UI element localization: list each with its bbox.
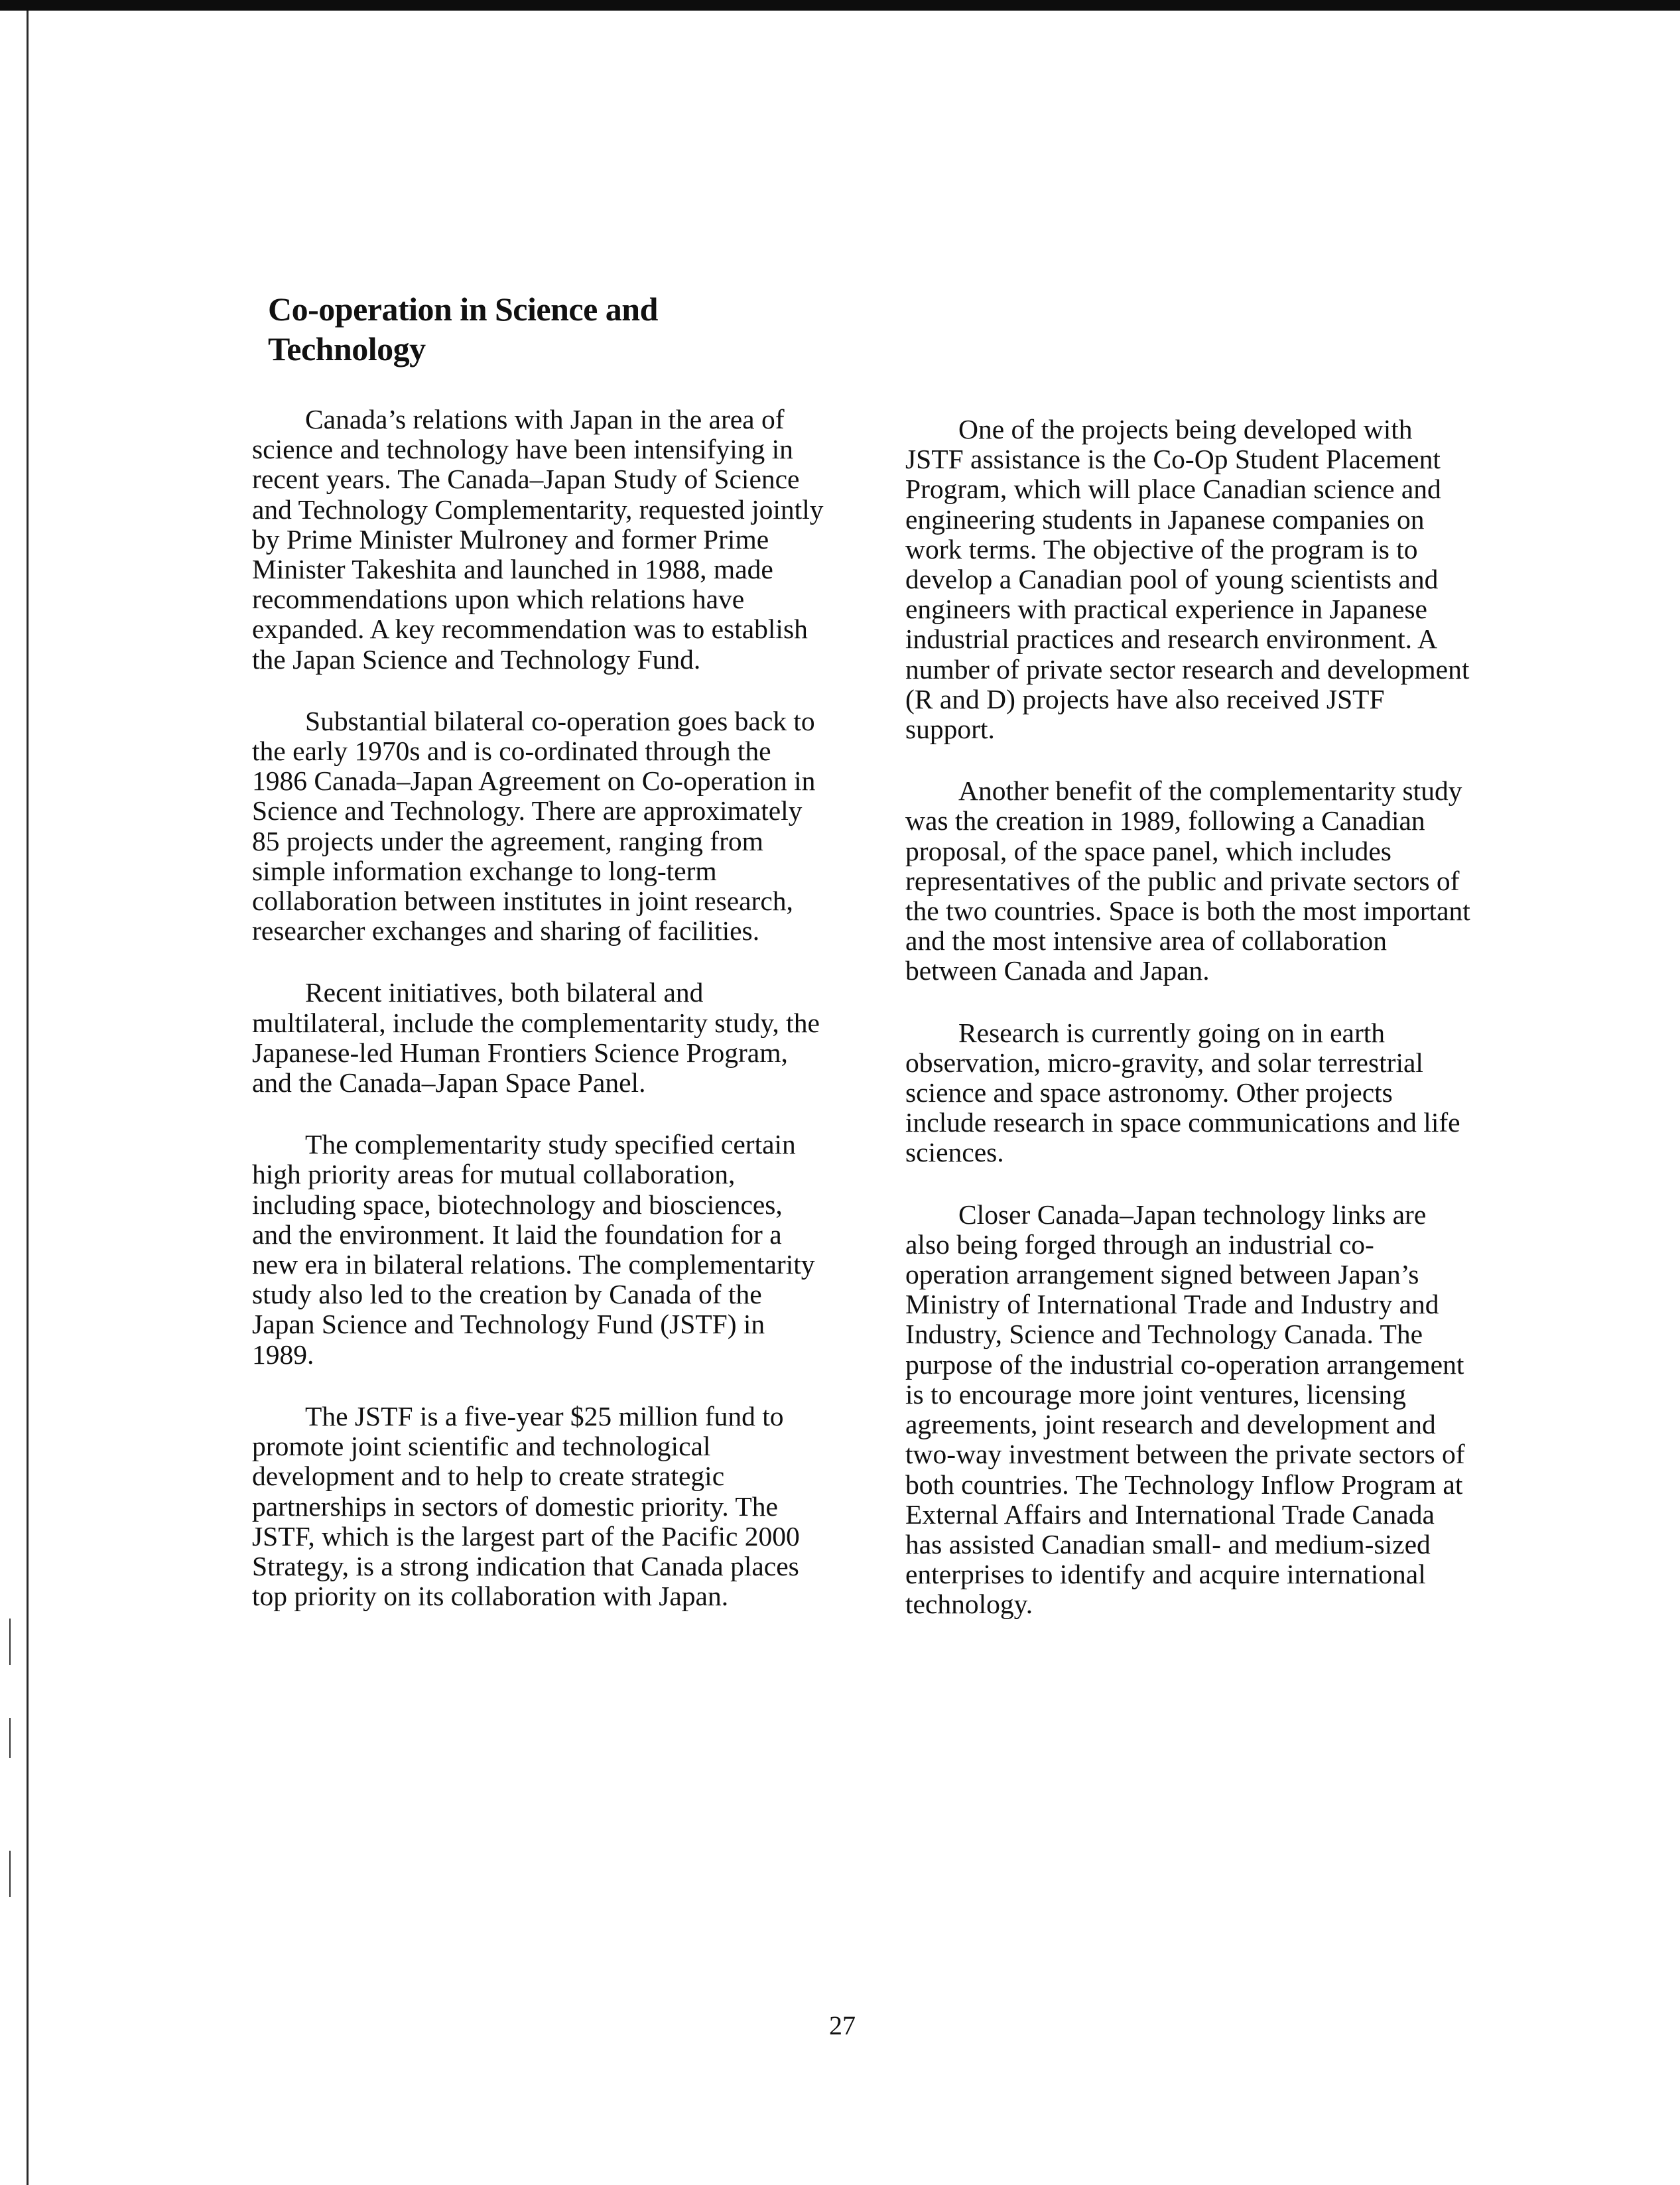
- scan-top-edge: [0, 0, 1680, 11]
- scan-left-mark: [9, 1718, 11, 1758]
- paragraph: Research is currently going on in earth observation, micro-gravity, and solar terrestrial science and space astronomy. Other projects include research in space communications and life sciences.: [905, 1017, 1460, 1168]
- scan-left-mark: [9, 1619, 11, 1665]
- paragraph: The complementarity study specified certain high priority areas for mutual collaboration, including space, biotechnology and biosciences, and the environment. It laid the foundation for a new era in bilateral relations. The complementarity study also led to the creation by Canada of the Japan Science and Technology Fund (JSTF) in 1989.: [252, 1129, 815, 1370]
- paragraph: The JSTF is a five-year $25 million fund to promote joint scientific and technological development and to help to create strategic partnerships in sectors of domestic priority. The JSTF, which is the largest part of the Pacific 2000 Strategy, is a strong indication that Canada places top priority on its collaboration with Japan.: [252, 1400, 800, 1612]
- paragraph: Substantial bilateral co-operation goes back to the early 1970s and is co-ordinated through the 1986 Canada–Japan Agreement on Co-operation in Science and Technology. There are approximately 85 projects under the agreement, ranging from simple information exchange to long-term collaboration between institutes in joint research, researcher exchanges and sharing of facilities.: [252, 705, 816, 947]
- right-column: [905, 415, 1476, 1652]
- paragraph: Recent initiatives, both bilateral and multilateral, include the complementarity study, the Japanese-led Human Frontiers Science Program, and the Canada–Japan Space Panel.: [252, 977, 820, 1098]
- paragraph: Another benefit of the complementarity study was the creation in 1989, following a Canadian proposal, of the space panel, which includes representatives of the public and private sectors of the two countries. Space is both the most important and the most intensive area of collaboration between Canada and Japan.: [905, 775, 1470, 986]
- scan-left-edge: [27, 11, 29, 2185]
- page-number: 27: [829, 2011, 856, 2040]
- paragraph: One of the projects being developed with JSTF assistance is the Co-Op Student Placement Program, which will place Canadian science and engineering students in Japanese companies on work terms. The objective of the program is to develop a Canadian pool of young scientists and engineers with practical experience in Japanese industrial practices and research environment. A number of private sector research and development (R and D) projects have also received JSTF support.: [905, 414, 1470, 745]
- paragraph: Canada’s relations with Japan in the area of science and technology have been intensifying in recent years. The Canada–Japan Study of Science and Technology Complementarity, requested jointly by Prime Minister Mulroney and former Prime Minister Takeshita and launched in 1988, made recommendations upon which relations have expanded. A key recommendation was to establish the Japan Science and Technology Fund.: [252, 404, 824, 675]
- scan-left-mark: [9, 1851, 11, 1897]
- page-title: Co-operation in Science and Technology: [268, 291, 658, 367]
- left-column: [252, 405, 829, 1643]
- paragraph: Closer Canada–Japan technology links are also being forged through an industrial co-operation arrangement signed between Japan’s Ministry of International Trade and Industry and Industry, Science and Technology Canada. The purpose of the industrial co-operation arrangement is to encourage more joint ventures, licensing agreements, joint research and development and two-way investment between the private sectors of both countries. The Technology Inflow Program at External Affairs and International Trade Canada has assisted Canadian small- and medium-sized enterprises to identify and acquire international technology.: [905, 1199, 1465, 1620]
